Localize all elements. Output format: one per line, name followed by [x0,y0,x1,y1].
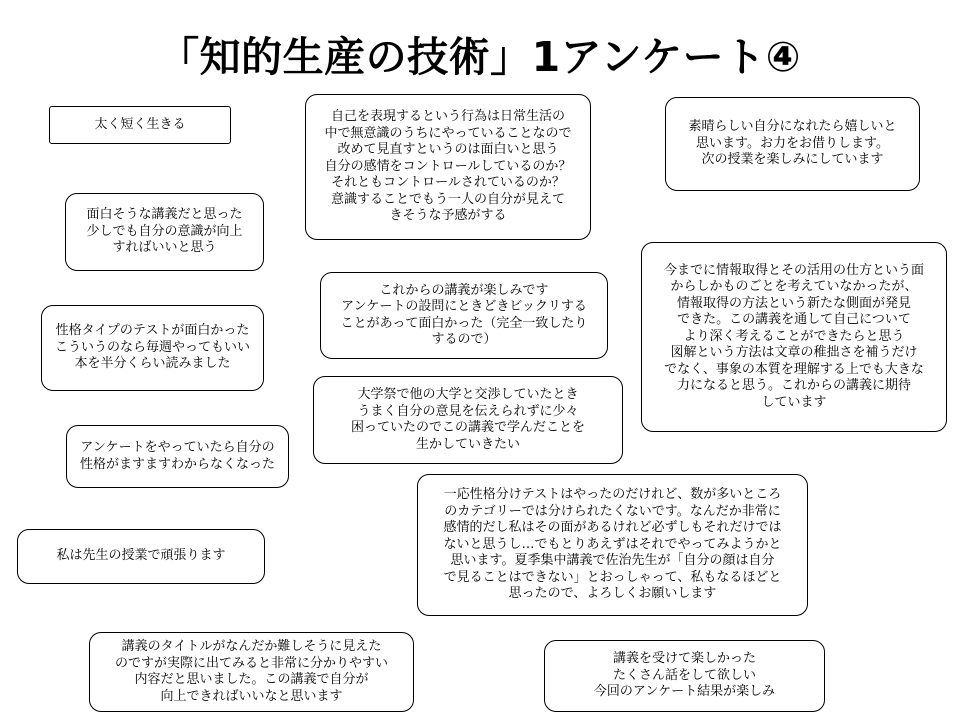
comment-box-13: 講義を受けて楽しかった たくさん話をして欲しい 今回のアンケート結果が楽しみ [544,640,825,712]
slide-title: 「知的生産の技術」1アンケート④ [158,33,801,81]
comment-box-6: 今までに情報取得とその活用の仕方という面 からしかものごとを考えていなかったが、 情報取得の方法という新たな側面が発見 できた。この講義を通して自己について より深く考えることができたらと思う 図解という方法は文章の稚拙さを補うだけ でなく、事象の本質を理解する上でも大きな 力になると思う。これからの講義に期待 しています [641,242,947,432]
comment-box-4: 面白そうな講義だと思った 少しでも自分の意識が向上 すればいいと思う [65,193,264,271]
comment-box-8: 大学祭で他の大学と交渉していたとき うまく自分の意見を伝えられずに少々 困っていたのでこの講義で学んだことを 生かしていきたい [313,376,623,464]
comment-box-1: 太く短く生きる [49,106,231,144]
comment-box-11: 私は先生の授業で頑張ります [17,529,265,584]
comment-box-10: 一応性格分けテストはやったのだけれど、数が多いところ のカテゴリーでは分けられたくないです。なんだか非常に 感情的だし私はその面があるけれど必ずしもそれだけでは ないと思うし…でもとりあえずはそれでやってみようかと 思います。夏季集中講義で佐治先生が「自分の顔は自分 で見ることはできない」とおっしゃって、私もなるほどと 思ったので、よろしくお願いします [417,474,808,616]
comment-box-2: 自己を表現するという行為は日常生活の 中で無意識のうちにやっていることなので 改めて見直すというのは面白いと思う 自分の感情をコントロールしているのか？ それともコントロールされているのか？ 意識することでもう一人の自分が見えて きそうな予感がする [305,94,591,240]
comment-box-3: 素晴らしい自分になれたら嬉しいと 思います。お力をお借りします。 次の授業を楽しみにしています [665,97,920,191]
comment-box-9: アンケートをやっていたら自分の 性格がますますわからなくなった [66,425,289,488]
comment-box-12: 講義のタイトルがなんだか難しそうに見えた のですが実際に出てみると非常に分かりやすい 内容だと思いました。この講義で自分が 向上できればいいなと思います [89,632,414,712]
comment-box-5: これからの講義が楽しみです アンケートの設問にときどきビックリする ことがあって面白かった（完全一致したり するので） [320,272,608,359]
comment-box-7: 性格タイプのテストが面白かった こういうのなら毎週やってもいい 本を半分くらい読みました [41,305,264,391]
